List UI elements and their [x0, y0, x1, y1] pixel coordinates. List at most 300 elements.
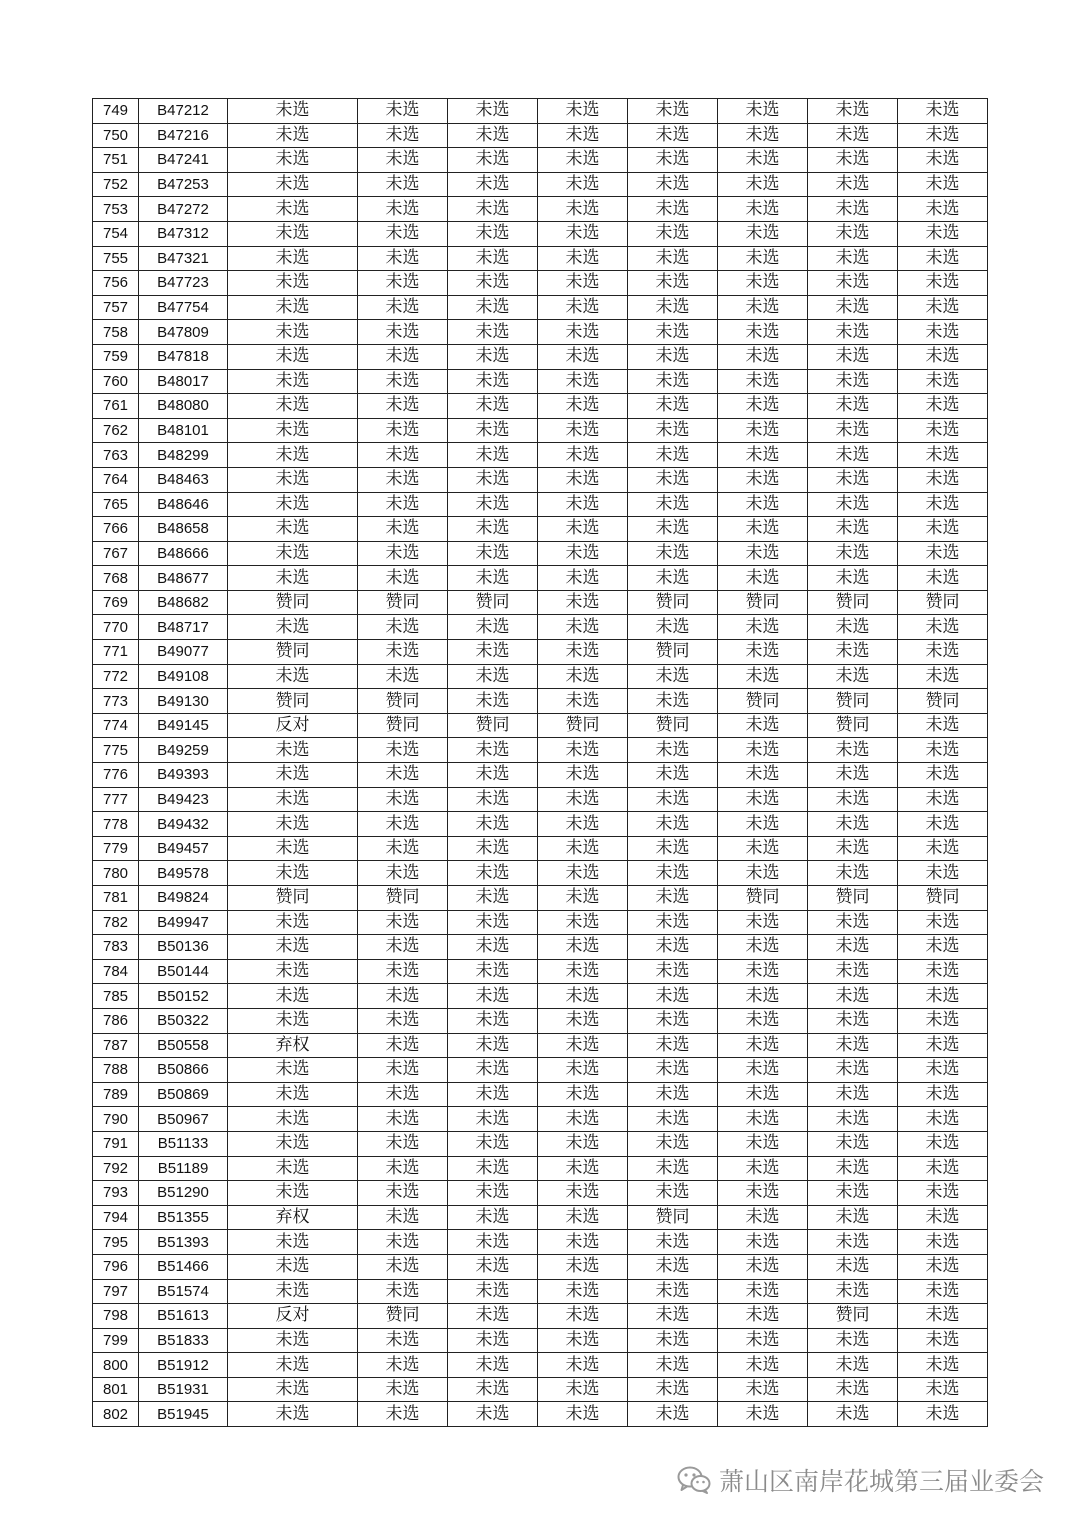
table-row	[93, 394, 988, 419]
vote-cell: 未选	[808, 1156, 898, 1181]
vote-cell: 未选	[448, 1328, 538, 1353]
vote-cell: 未选	[898, 812, 988, 837]
vote-cell: 未选	[358, 320, 448, 345]
vote-cell: 未选	[538, 271, 628, 296]
owner-code: B49130	[139, 689, 228, 714]
vote-cell: 未选	[538, 541, 628, 566]
vote-cell: 未选	[808, 935, 898, 960]
table-row	[93, 1279, 988, 1304]
vote-cell: 未选	[538, 246, 628, 271]
vote-cell: 未选	[358, 246, 448, 271]
vote-cell: 未选	[538, 1205, 628, 1230]
table-row	[93, 344, 988, 369]
row-number: 789	[93, 1082, 139, 1107]
vote-cell: 未选	[808, 910, 898, 935]
vote-cell: 未选	[228, 123, 358, 148]
owner-code: B50144	[139, 959, 228, 984]
vote-cell: 未选	[898, 1402, 988, 1427]
vote-cell: 未选	[358, 1402, 448, 1427]
vote-cell: 未选	[898, 1304, 988, 1329]
vote-cell: 未选	[628, 197, 718, 222]
vote-cell: 未选	[448, 394, 538, 419]
vote-cell: 未选	[898, 1058, 988, 1083]
vote-cell: 未选	[448, 295, 538, 320]
vote-cell: 未选	[448, 271, 538, 296]
vote-cell: 未选	[448, 1205, 538, 1230]
vote-cell: 未选	[448, 886, 538, 911]
vote-cell: 未选	[628, 148, 718, 173]
vote-cell: 未选	[358, 836, 448, 861]
vote-cell: 未选	[538, 344, 628, 369]
owner-code: B51574	[139, 1279, 228, 1304]
vote-cell: 未选	[808, 320, 898, 345]
vote-cell: 未选	[718, 935, 808, 960]
vote-cell: 未选	[448, 861, 538, 886]
vote-cell: 未选	[358, 295, 448, 320]
vote-cell: 未选	[898, 492, 988, 517]
vote-cell: 未选	[448, 148, 538, 173]
vote-cell: 未选	[448, 517, 538, 542]
vote-cell: 未选	[808, 664, 898, 689]
vote-cell: 反对	[228, 713, 358, 738]
vote-cell: 未选	[228, 320, 358, 345]
vote-cell: 未选	[228, 1402, 358, 1427]
owner-code: B51290	[139, 1181, 228, 1206]
owner-code: B47754	[139, 295, 228, 320]
vote-cell: 未选	[628, 910, 718, 935]
row-number: 770	[93, 615, 139, 640]
vote-cell: 未选	[448, 959, 538, 984]
vote-cell: 未选	[628, 984, 718, 1009]
vote-cell: 未选	[628, 369, 718, 394]
vote-cell: 未选	[808, 246, 898, 271]
vote-cell: 未选	[808, 517, 898, 542]
vote-cell: 未选	[628, 763, 718, 788]
vote-cell: 未选	[228, 197, 358, 222]
table-row	[93, 1377, 988, 1402]
row-number: 771	[93, 640, 139, 665]
vote-cell: 未选	[448, 320, 538, 345]
vote-cell: 未选	[448, 1353, 538, 1378]
vote-cell: 弃权	[228, 1033, 358, 1058]
vote-cell: 未选	[628, 492, 718, 517]
vote-cell: 未选	[538, 959, 628, 984]
vote-cell: 未选	[538, 1279, 628, 1304]
vote-cell: 未选	[718, 197, 808, 222]
vote-cell: 未选	[718, 738, 808, 763]
vote-cell: 未选	[538, 689, 628, 714]
vote-cell: 未选	[448, 1082, 538, 1107]
vote-cell: 未选	[448, 910, 538, 935]
row-number: 768	[93, 566, 139, 591]
vote-cell: 未选	[448, 172, 538, 197]
vote-cell: 未选	[718, 1230, 808, 1255]
owner-code: B47723	[139, 271, 228, 296]
table-row	[93, 492, 988, 517]
vote-cell: 未选	[898, 221, 988, 246]
vote-cell: 未选	[228, 763, 358, 788]
owner-code: B48463	[139, 467, 228, 492]
row-number: 780	[93, 861, 139, 886]
vote-cell: 未选	[628, 1082, 718, 1107]
vote-cell: 未选	[538, 394, 628, 419]
table-row	[93, 615, 988, 640]
owner-code: B51613	[139, 1304, 228, 1329]
vote-cell: 未选	[898, 959, 988, 984]
vote-cell: 未选	[628, 172, 718, 197]
vote-cell: 反对	[228, 1304, 358, 1329]
owner-code: B50967	[139, 1107, 228, 1132]
vote-cell: 未选	[358, 271, 448, 296]
owner-code: B50136	[139, 935, 228, 960]
vote-cell: 未选	[898, 1279, 988, 1304]
vote-cell: 未选	[538, 369, 628, 394]
vote-cell: 未选	[808, 197, 898, 222]
table-row	[93, 738, 988, 763]
table-row	[93, 541, 988, 566]
row-number: 757	[93, 295, 139, 320]
owner-code: B49578	[139, 861, 228, 886]
owner-code: B49108	[139, 664, 228, 689]
table-row	[93, 197, 988, 222]
vote-cell: 未选	[718, 418, 808, 443]
row-number: 802	[93, 1402, 139, 1427]
row-number: 793	[93, 1181, 139, 1206]
vote-cell: 未选	[718, 566, 808, 591]
vote-cell: 未选	[628, 467, 718, 492]
vote-cell: 未选	[898, 517, 988, 542]
vote-cell: 未选	[538, 467, 628, 492]
vote-cell: 未选	[448, 418, 538, 443]
vote-cell: 未选	[448, 1377, 538, 1402]
vote-cell: 未选	[628, 344, 718, 369]
table-row	[93, 295, 988, 320]
vote-cell: 未选	[808, 295, 898, 320]
owner-code: B49947	[139, 910, 228, 935]
vote-cell: 未选	[358, 148, 448, 173]
table-row	[93, 418, 988, 443]
vote-cell: 未选	[538, 1230, 628, 1255]
vote-cell: 赞同	[358, 713, 448, 738]
vote-cell: 未选	[898, 615, 988, 640]
vote-cell: 未选	[898, 344, 988, 369]
vote-cell: 未选	[628, 1279, 718, 1304]
vote-cell: 未选	[538, 763, 628, 788]
vote-cell: 未选	[808, 394, 898, 419]
vote-cell: 未选	[718, 517, 808, 542]
row-number: 766	[93, 517, 139, 542]
table-row	[93, 443, 988, 468]
owner-code: B47253	[139, 172, 228, 197]
row-number: 775	[93, 738, 139, 763]
vote-cell: 未选	[898, 738, 988, 763]
vote-cell: 未选	[448, 935, 538, 960]
owner-code: B48299	[139, 443, 228, 468]
table-row	[93, 984, 988, 1009]
vote-cell: 未选	[808, 1033, 898, 1058]
owner-code: B47216	[139, 123, 228, 148]
vote-cell: 未选	[718, 1058, 808, 1083]
vote-cell: 未选	[448, 221, 538, 246]
vote-cell: 未选	[358, 1082, 448, 1107]
vote-cell: 未选	[538, 1377, 628, 1402]
vote-cell: 未选	[808, 984, 898, 1009]
vote-cell: 未选	[448, 1230, 538, 1255]
vote-cell: 未选	[358, 123, 448, 148]
owner-code: B48677	[139, 566, 228, 591]
vote-cell: 未选	[628, 738, 718, 763]
vote-cell: 未选	[228, 615, 358, 640]
vote-cell: 未选	[628, 1304, 718, 1329]
vote-cell: 赞同	[628, 640, 718, 665]
vote-cell: 未选	[228, 935, 358, 960]
vote-cell: 未选	[808, 443, 898, 468]
vote-cell: 未选	[898, 664, 988, 689]
vote-cell: 赞同	[228, 590, 358, 615]
vote-cell: 未选	[718, 984, 808, 1009]
vote-cell: 未选	[898, 467, 988, 492]
vote-cell: 未选	[538, 1353, 628, 1378]
table-row	[93, 886, 988, 911]
row-number: 799	[93, 1328, 139, 1353]
vote-cell: 未选	[538, 148, 628, 173]
vote-cell: 未选	[538, 1107, 628, 1132]
row-number: 767	[93, 541, 139, 566]
vote-table	[92, 98, 988, 1427]
vote-cell: 未选	[538, 886, 628, 911]
owner-code: B51189	[139, 1156, 228, 1181]
table-row	[93, 123, 988, 148]
vote-cell: 未选	[898, 541, 988, 566]
vote-cell: 未选	[898, 984, 988, 1009]
vote-cell: 未选	[898, 1082, 988, 1107]
table-row	[93, 1131, 988, 1156]
vote-cell: 未选	[718, 369, 808, 394]
row-number: 790	[93, 1107, 139, 1132]
vote-cell: 未选	[628, 1131, 718, 1156]
table-row	[93, 664, 988, 689]
table-row	[93, 1205, 988, 1230]
vote-cell: 未选	[718, 1082, 808, 1107]
vote-cell: 未选	[228, 1131, 358, 1156]
owner-code: B51133	[139, 1131, 228, 1156]
table-row	[93, 246, 988, 271]
vote-cell: 未选	[448, 1107, 538, 1132]
vote-cell: 未选	[718, 1205, 808, 1230]
vote-cell: 未选	[358, 1377, 448, 1402]
vote-cell: 未选	[718, 541, 808, 566]
vote-cell: 未选	[718, 1008, 808, 1033]
vote-cell: 未选	[808, 492, 898, 517]
vote-cell: 未选	[448, 541, 538, 566]
vote-cell: 赞同	[538, 713, 628, 738]
vote-cell: 未选	[538, 492, 628, 517]
table-row	[93, 640, 988, 665]
owner-code: B51945	[139, 1402, 228, 1427]
vote-cell: 未选	[538, 738, 628, 763]
vote-cell: 未选	[448, 640, 538, 665]
vote-cell: 未选	[358, 492, 448, 517]
vote-cell: 未选	[358, 541, 448, 566]
vote-cell: 赞同	[228, 640, 358, 665]
row-number: 750	[93, 123, 139, 148]
vote-cell: 未选	[628, 1377, 718, 1402]
owner-code: B50866	[139, 1058, 228, 1083]
vote-cell: 未选	[898, 295, 988, 320]
vote-cell: 赞同	[718, 689, 808, 714]
vote-cell: 未选	[228, 344, 358, 369]
table-row	[93, 910, 988, 935]
vote-cell: 未选	[358, 1181, 448, 1206]
vote-cell: 未选	[898, 787, 988, 812]
vote-cell: 未选	[808, 541, 898, 566]
table-row	[93, 271, 988, 296]
vote-cell: 未选	[538, 1181, 628, 1206]
vote-cell: 未选	[538, 123, 628, 148]
watermark-footer	[677, 1462, 1044, 1498]
vote-cell: 未选	[628, 517, 718, 542]
vote-cell: 未选	[898, 1033, 988, 1058]
vote-cell: 赞同	[358, 1304, 448, 1329]
vote-cell: 未选	[898, 1131, 988, 1156]
vote-cell: 未选	[538, 197, 628, 222]
owner-code: B48646	[139, 492, 228, 517]
vote-cell: 未选	[808, 738, 898, 763]
vote-cell: 未选	[228, 861, 358, 886]
row-number: 761	[93, 394, 139, 419]
table-row	[93, 1107, 988, 1132]
vote-cell: 未选	[448, 984, 538, 1009]
vote-cell: 未选	[718, 664, 808, 689]
vote-cell: 未选	[898, 910, 988, 935]
vote-cell: 未选	[228, 1058, 358, 1083]
table-row	[93, 935, 988, 960]
vote-cell: 未选	[448, 1254, 538, 1279]
table-row	[93, 861, 988, 886]
table-row	[93, 566, 988, 591]
vote-cell: 未选	[538, 615, 628, 640]
vote-cell: 未选	[898, 123, 988, 148]
vote-cell: 未选	[538, 1304, 628, 1329]
vote-cell: 未选	[538, 640, 628, 665]
vote-cell: 未选	[538, 590, 628, 615]
vote-cell: 未选	[228, 99, 358, 124]
vote-cell: 未选	[448, 344, 538, 369]
owner-code: B49393	[139, 763, 228, 788]
vote-cell: 未选	[718, 713, 808, 738]
vote-cell: 未选	[808, 836, 898, 861]
vote-cell: 未选	[718, 836, 808, 861]
wechat-icon	[677, 1466, 711, 1494]
vote-cell: 未选	[628, 1254, 718, 1279]
vote-cell: 未选	[718, 99, 808, 124]
vote-cell: 未选	[718, 123, 808, 148]
vote-cell: 未选	[228, 1107, 358, 1132]
vote-cell: 未选	[538, 172, 628, 197]
vote-cell: 未选	[718, 1107, 808, 1132]
vote-cell: 未选	[358, 664, 448, 689]
owner-code: B47312	[139, 221, 228, 246]
vote-cell: 未选	[228, 148, 358, 173]
vote-cell: 未选	[538, 1082, 628, 1107]
vote-cell: 未选	[628, 394, 718, 419]
vote-cell: 未选	[898, 99, 988, 124]
vote-cell: 未选	[358, 1205, 448, 1230]
vote-cell: 赞同	[808, 713, 898, 738]
vote-cell: 赞同	[448, 590, 538, 615]
vote-cell: 未选	[898, 148, 988, 173]
vote-cell: 赞同	[358, 590, 448, 615]
owner-code: B49824	[139, 886, 228, 911]
vote-cell: 未选	[228, 492, 358, 517]
vote-cell: 未选	[358, 959, 448, 984]
owner-code: B48666	[139, 541, 228, 566]
vote-cell: 未选	[448, 1033, 538, 1058]
vote-cell: 未选	[898, 271, 988, 296]
vote-cell: 未选	[228, 812, 358, 837]
row-number: 759	[93, 344, 139, 369]
vote-cell: 未选	[718, 959, 808, 984]
vote-cell: 未选	[628, 812, 718, 837]
vote-cell: 未选	[718, 148, 808, 173]
vote-cell: 未选	[358, 1353, 448, 1378]
vote-cell: 未选	[718, 812, 808, 837]
owner-code: B47818	[139, 344, 228, 369]
vote-cell: 未选	[808, 123, 898, 148]
row-number: 785	[93, 984, 139, 1009]
vote-cell: 未选	[628, 787, 718, 812]
row-number: 801	[93, 1377, 139, 1402]
vote-cell: 未选	[718, 1279, 808, 1304]
owner-code: B50152	[139, 984, 228, 1009]
vote-cell: 未选	[718, 1181, 808, 1206]
vote-cell: 赞同	[358, 886, 448, 911]
owner-code: B48017	[139, 369, 228, 394]
vote-cell: 未选	[358, 99, 448, 124]
owner-code: B47212	[139, 99, 228, 124]
row-number: 755	[93, 246, 139, 271]
row-number: 777	[93, 787, 139, 812]
vote-cell: 未选	[358, 1033, 448, 1058]
vote-cell: 未选	[228, 984, 358, 1009]
vote-cell: 赞同	[808, 689, 898, 714]
vote-cell: 未选	[628, 320, 718, 345]
vote-cell: 未选	[808, 1402, 898, 1427]
watermark-text: 萧山区南岸花城第三届业委会	[718, 1467, 1044, 1496]
vote-cell: 未选	[228, 172, 358, 197]
vote-cell: 未选	[718, 492, 808, 517]
vote-cell: 未选	[808, 763, 898, 788]
table-row	[93, 787, 988, 812]
vote-cell: 未选	[718, 344, 808, 369]
vote-cell: 未选	[808, 615, 898, 640]
vote-cell: 未选	[538, 1033, 628, 1058]
owner-code: B49077	[139, 640, 228, 665]
vote-cell: 未选	[538, 910, 628, 935]
vote-cell: 未选	[358, 812, 448, 837]
row-number: 776	[93, 763, 139, 788]
table-row	[93, 221, 988, 246]
vote-cell: 未选	[628, 664, 718, 689]
vote-cell: 未选	[808, 1328, 898, 1353]
vote-cell: 未选	[808, 1254, 898, 1279]
owner-code: B47272	[139, 197, 228, 222]
table-row	[93, 1328, 988, 1353]
row-number: 798	[93, 1304, 139, 1329]
vote-cell: 未选	[358, 394, 448, 419]
vote-cell: 未选	[808, 1181, 898, 1206]
vote-cell: 未选	[898, 394, 988, 419]
